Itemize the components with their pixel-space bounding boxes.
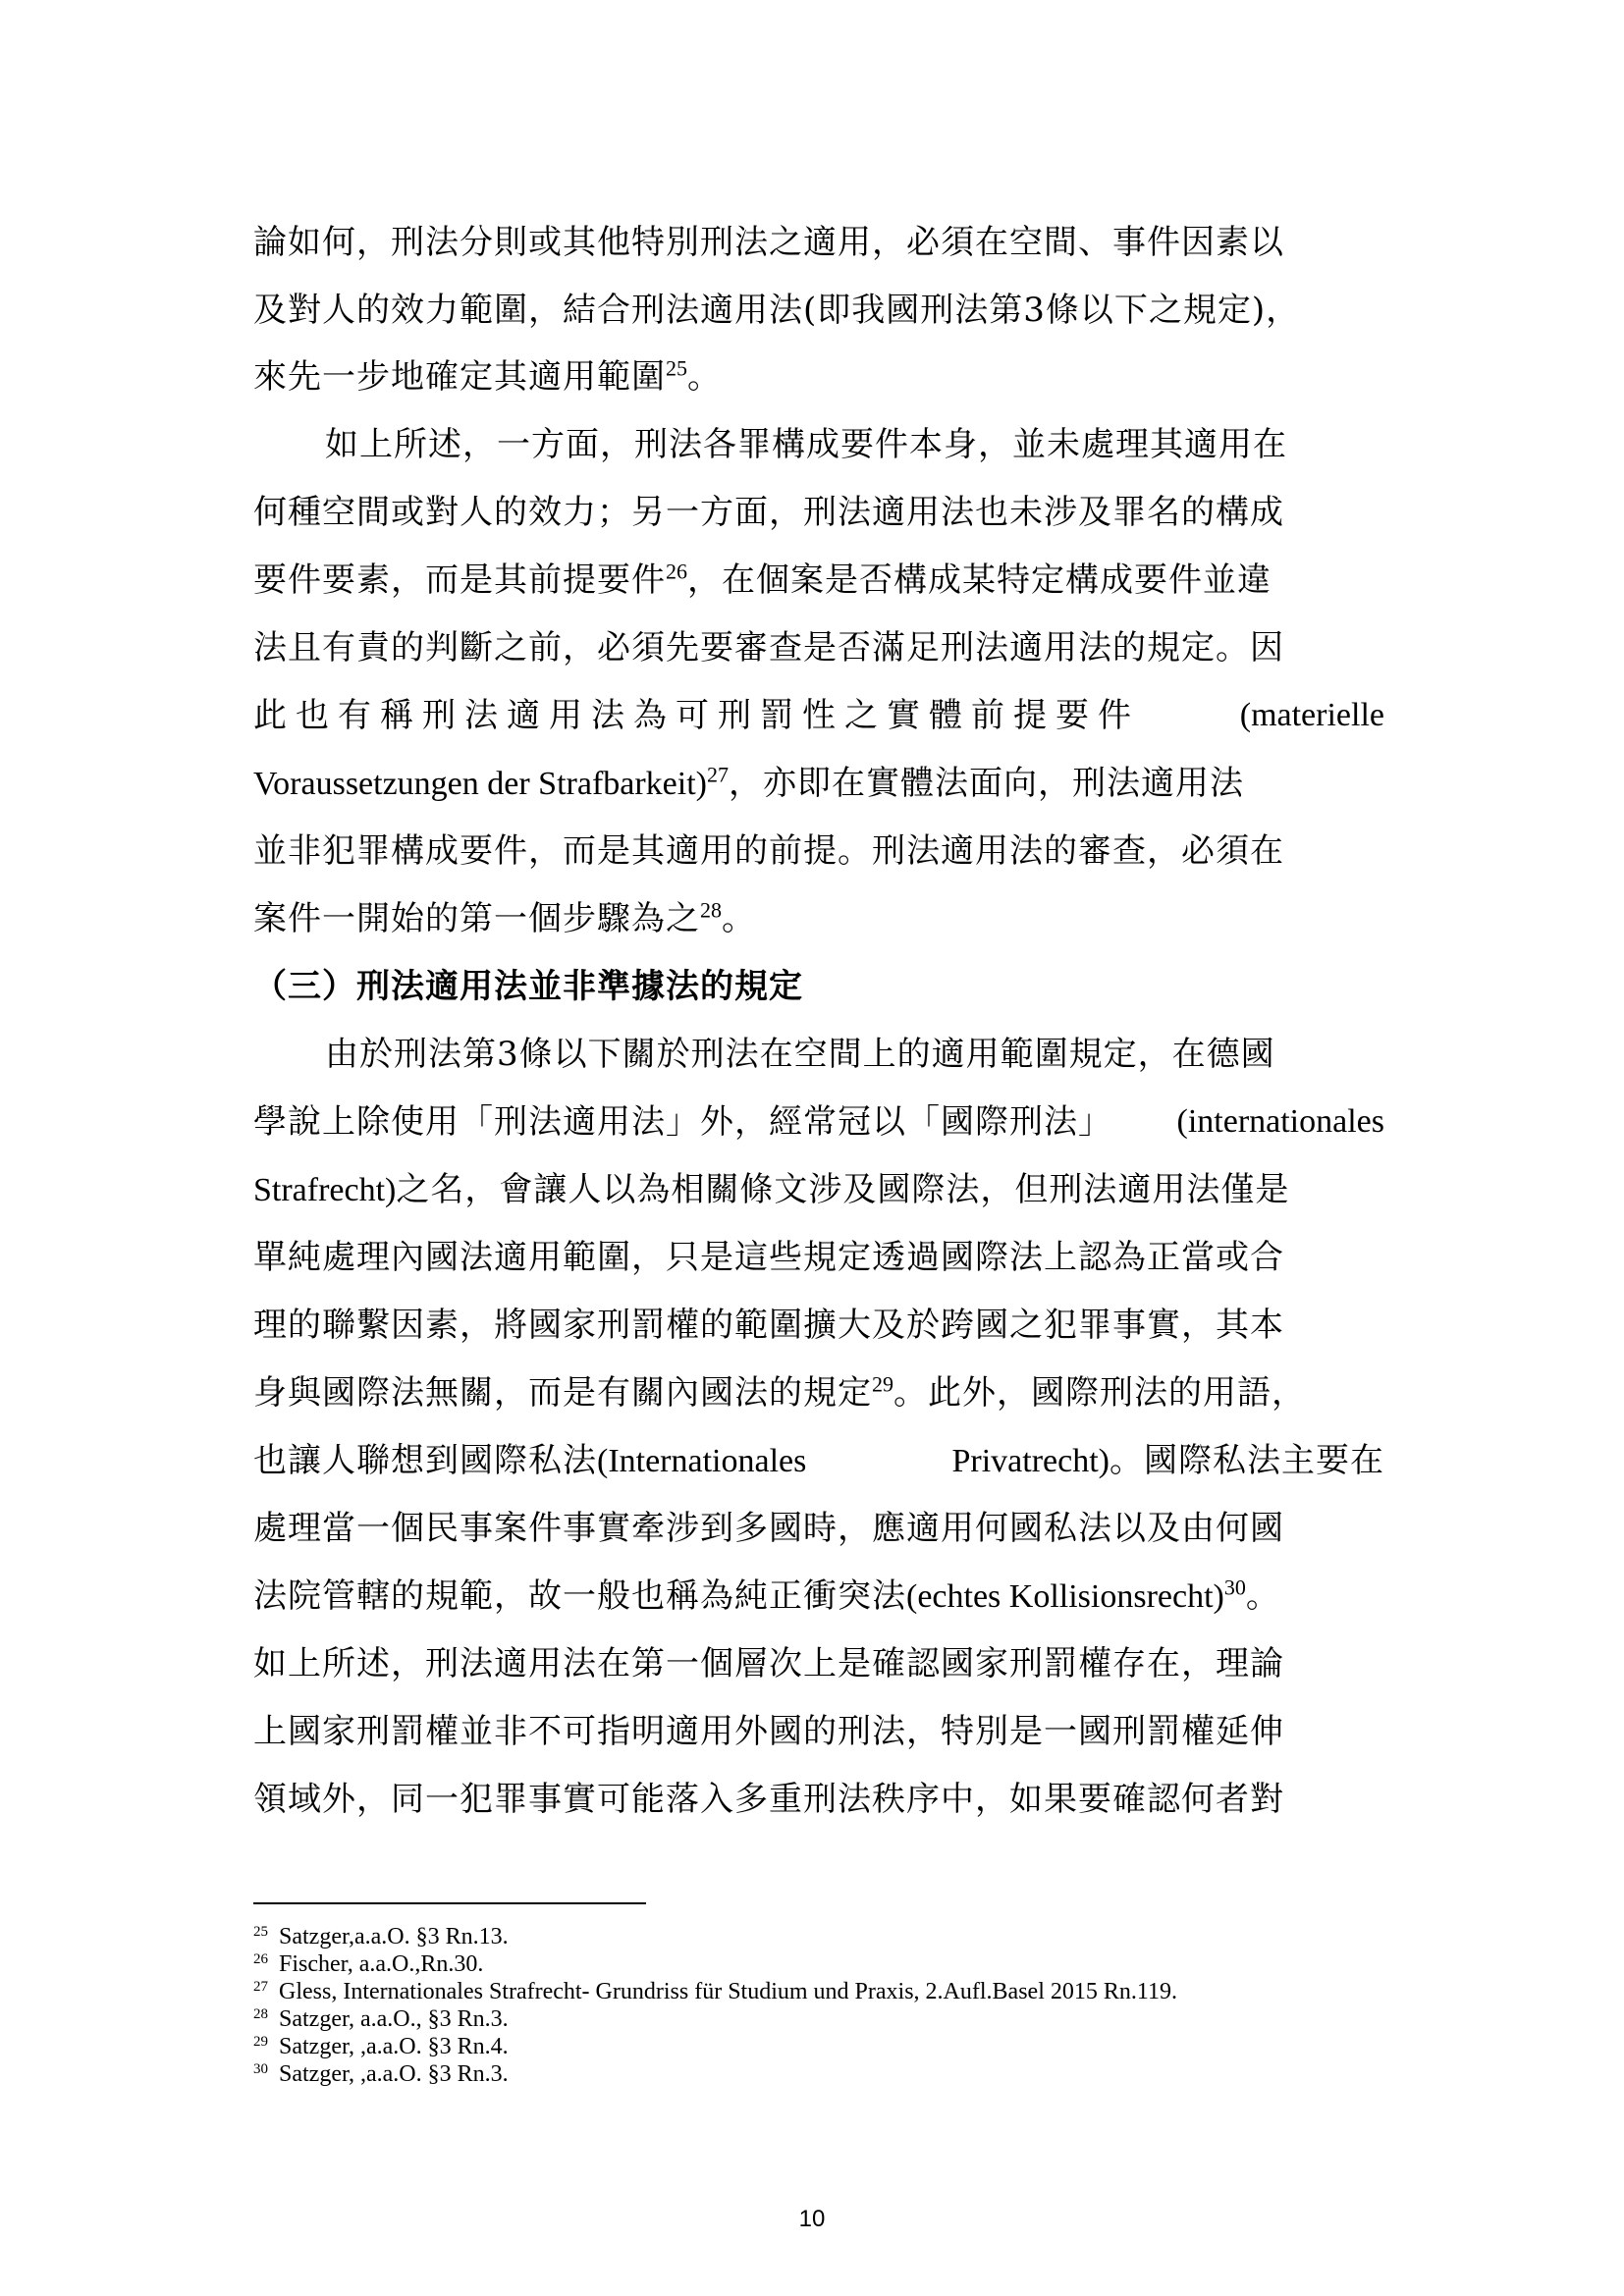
text: 來先一步地確定其適用範圍 xyxy=(253,357,666,397)
text: 並非犯罪構成要件，而是其適用的前提。刑法適用法的審查，必須在 xyxy=(253,831,1284,871)
text: (internationales xyxy=(1176,1103,1384,1140)
body-line-12 xyxy=(325,1020,1384,1089)
text: 上國家刑罰權並非不可指明適用外國的刑法，特別是一國刑罰權延伸 xyxy=(253,1712,1284,1751)
body-line-10 xyxy=(253,817,1384,885)
body-line-20 xyxy=(253,1562,1384,1630)
body-line-23 xyxy=(253,1765,1384,1834)
text: 身與國際法無關，而是有關內國法的規定 xyxy=(253,1373,872,1413)
text: 此也有稱刑法適用法為可刑罰性之實體前提要件 xyxy=(253,696,1140,735)
text: 單純處理內國法適用範圍，只是這些規定透過國際法上認為正當或合 xyxy=(253,1238,1284,1277)
body-line-17 xyxy=(253,1359,1384,1427)
footnote-text: Fischer, a.a.O.,Rn.30. xyxy=(279,1951,484,1977)
footnote-text: Satzger, a.a.O., §3 Rn.3. xyxy=(279,2006,509,2032)
footnote-text: Gless, Internationales Strafrecht- Grundriss für Studium und Praxis, 2.Aufl.Basel 2015 Rn.119. xyxy=(279,1979,1177,2004)
text: Strafrecht) xyxy=(253,1172,397,1208)
footnote-ref-27[interactable]: 27 xyxy=(707,762,729,787)
text: 。 xyxy=(687,357,722,397)
text: (materielle xyxy=(1239,697,1384,733)
footnote-ref-28[interactable]: 28 xyxy=(700,897,722,923)
footnote-ref-29[interactable]: 29 xyxy=(872,1371,893,1397)
body-line-14 xyxy=(253,1155,1384,1224)
body-line-7 xyxy=(253,614,1384,682)
text: 。此外，國際刑法的用語， xyxy=(893,1373,1306,1413)
footnote-26 xyxy=(253,1947,484,1977)
text: ，亦即在實體法面向，刑法適用法 xyxy=(729,764,1244,803)
text: 何種空間或對人的效力；另一方面，刑法適用法也未涉及罪名的構成 xyxy=(253,493,1284,532)
footnote-number: 27 xyxy=(253,1979,268,1995)
footnote-text: Satzger,a.a.O. §3 Rn.13. xyxy=(279,1924,509,1949)
text: Privatrecht) xyxy=(951,1443,1110,1479)
text: 如上所述，一方面，刑法各罪構成要件本身，並未處理其適用在 xyxy=(325,425,1287,464)
body-line-6 xyxy=(253,546,1384,614)
footnote-30 xyxy=(253,2056,509,2087)
body-line-8 xyxy=(253,681,1384,750)
text: 如上所述，刑法適用法在第一個層次上是確認國家刑罰權存在，理論 xyxy=(253,1644,1284,1683)
section-heading xyxy=(253,952,1384,1021)
text: 要件要素，而是其前提要件 xyxy=(253,561,666,600)
body-line-11 xyxy=(253,884,1384,953)
text: 。 xyxy=(1245,1576,1280,1616)
text: 處理當一個民事案件事實牽涉到多國時，應適用何國私法以及由何國 xyxy=(253,1509,1284,1548)
footnote-28 xyxy=(253,2002,509,2032)
text: 也讓人聯想到國際私法 xyxy=(253,1441,597,1480)
page-number: 10 xyxy=(798,2206,826,2232)
footnote-number: 30 xyxy=(253,2061,268,2077)
footnote-text: Satzger, ,a.a.O. §3 Rn.3. xyxy=(279,2061,509,2087)
body-line-13 xyxy=(253,1088,1384,1156)
footnote-text: Satzger, ,a.a.O. §3 Rn.4. xyxy=(279,2034,509,2059)
text: 學說上除使用「刑法適用法」外，經常冠以「國際刑法」 xyxy=(253,1102,1112,1142)
footnote-27 xyxy=(253,1974,1177,2004)
text: 。 xyxy=(722,899,756,938)
footnote-number: 28 xyxy=(253,2006,268,2022)
footnote-ref-30[interactable]: 30 xyxy=(1223,1575,1246,1600)
body-line-1 xyxy=(253,208,1384,277)
text: 領域外，同一犯罪事實可能落入多重刑法秩序中，如果要確認何者對 xyxy=(253,1780,1284,1819)
text: (Internationales xyxy=(597,1443,807,1479)
heading-text: （三）刑法適用法並非準據法的規定 xyxy=(253,967,803,1006)
text: ，在個案是否構成某特定構成要件並違 xyxy=(687,561,1272,600)
footnote-29 xyxy=(253,2029,509,2059)
body-line-21 xyxy=(253,1629,1384,1698)
text: 案件一開始的第一個步驟為之 xyxy=(253,899,700,938)
footnote-25 xyxy=(253,1919,509,1949)
text: 及對人的效力範圍，結合刑法適用法(即我國刑法第3條以下之規定)， xyxy=(253,291,1301,330)
body-line-22 xyxy=(253,1697,1384,1766)
body-line-4 xyxy=(325,410,1384,479)
body-line-18 xyxy=(253,1426,1384,1495)
body-line-15 xyxy=(253,1223,1384,1292)
text: 之名，會讓人以為相關條文涉及國際法，但刑法適用法僅是 xyxy=(396,1170,1290,1209)
footnote-number: 25 xyxy=(253,1924,268,1940)
text: 法院管轄的規範，故一般也稱為純正衝突法 xyxy=(253,1576,906,1616)
text: Voraussetzungen der Strafbarkeit) xyxy=(253,766,707,802)
footnote-number: 29 xyxy=(253,2034,268,2050)
text: 理的聯繫因素，將國家刑罰權的範圍擴大及於跨國之犯罪事實，其本 xyxy=(253,1306,1284,1345)
text: 由於刑法第3條以下關於刑法在空間上的適用範圍規定，在德國 xyxy=(325,1035,1275,1074)
text: 論如何，刑法分則或其他特別刑法之適用，必須在空間、事件因素以 xyxy=(253,223,1284,262)
footnote-ref-26[interactable]: 26 xyxy=(666,559,687,584)
body-line-5 xyxy=(253,478,1384,547)
text: (echtes Kollisionsrecht) xyxy=(906,1578,1224,1615)
footnote-separator xyxy=(253,1902,646,1904)
text: 。國際私法主要在 xyxy=(1110,1441,1384,1480)
body-line-2 xyxy=(253,276,1384,345)
footnote-number: 26 xyxy=(253,1951,268,1967)
body-line-9 xyxy=(253,749,1384,818)
text: 法且有責的判斷之前，必須先要審查是否滿足刑法適用法的規定。因 xyxy=(253,628,1284,667)
body-line-19 xyxy=(253,1494,1384,1563)
footnote-ref-25[interactable]: 25 xyxy=(666,355,687,381)
body-line-3 xyxy=(253,343,1384,411)
body-line-16 xyxy=(253,1291,1384,1360)
